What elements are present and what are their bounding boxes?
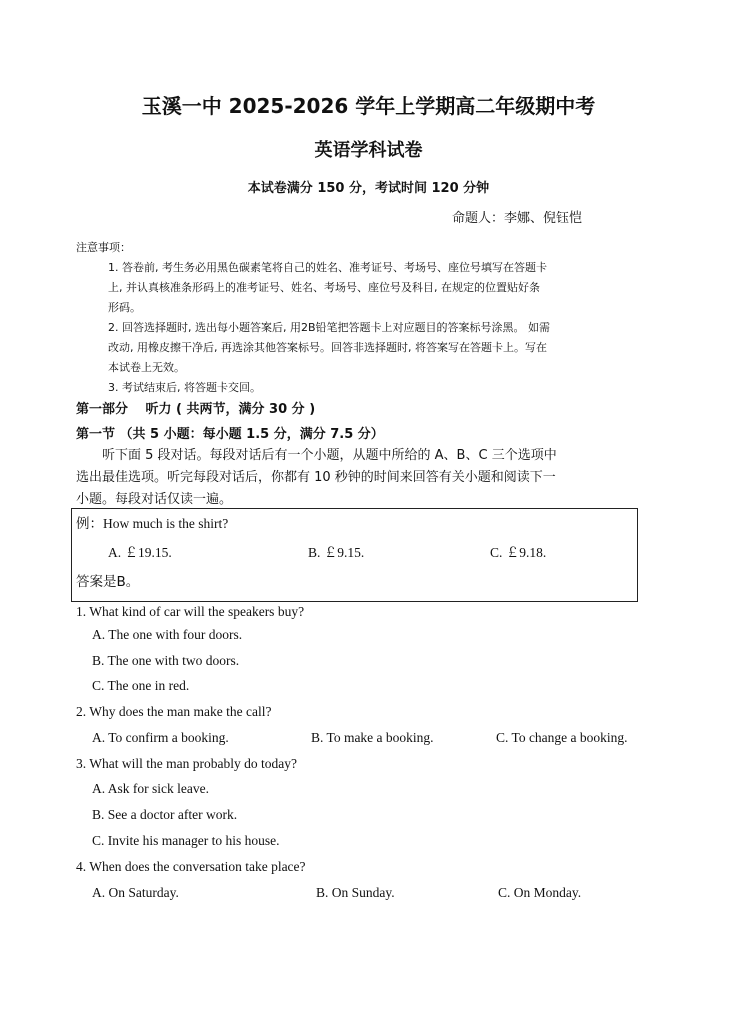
notice-line: 形码。 <box>108 301 141 314</box>
example-option-a: A. ￡19.15. <box>108 545 172 560</box>
notice-line: 2. 回答选择题时, 选出每小题答案后, 用2B铅笔把答题卡上对应题目的答案标号涂黑。 如需 <box>108 321 551 334</box>
example-option-c: C. ￡9.18. <box>490 545 547 560</box>
question-option: C. On Monday. <box>498 885 582 900</box>
question-option: C. The one in red. <box>92 678 190 693</box>
exam-title: 玉溪一中 2025-2026 学年上学期高二年级期中考 <box>141 94 596 118</box>
question-stem: 3. What will the man probably do today? <box>76 756 297 771</box>
part-heading: 第一部分 听力 ( 共两节，满分 30 分 ) <box>76 402 316 417</box>
question-option: B. The one with two doors. <box>92 653 240 668</box>
score-line: 本试卷满分 150 分，考试时间 120 分钟 <box>247 181 490 196</box>
question-option: A. The one with four doors. <box>92 627 243 642</box>
notice-heading: 注意事项： <box>76 241 131 254</box>
question-option: B. See a doctor after work. <box>92 807 238 822</box>
question-stem: 4. When does the conversation take place? <box>76 859 306 874</box>
example-question: 例：How much is the shirt? <box>76 516 229 531</box>
author-line: 命题人：李娜、倪钰恺 <box>452 211 583 226</box>
question-stem: 2. Why does the man make the call? <box>76 704 272 719</box>
notice-line: 上, 并认真核准条形码上的准考证号、姓名、考场号、座位号及科目, 在规定的位置贴好条 <box>108 281 540 294</box>
question-option: A. Ask for sick leave. <box>92 781 209 796</box>
question-stem: 1. What kind of car will the speakers buy? <box>76 604 305 619</box>
exam-subtitle: 英语学科试卷 <box>314 140 423 161</box>
question-option: B. On Sunday. <box>316 885 395 900</box>
example-answer: 答案是B。 <box>76 574 140 590</box>
instruction-line: 听下面 5 段对话。每段对话后有一个小题，从题中所给的 A、B、C 三个选项中 <box>102 448 557 463</box>
instruction-line: 选出最佳选项。听完每段对话后，你都有 10 秒钟的时间来回答有关小题和阅读下一 <box>76 470 556 485</box>
notice-line: 改动, 用橡皮擦干净后, 再选涂其他答案标号。回答非选择题时, 将答案写在答题卡上。写在 <box>108 341 547 354</box>
notice-line: 3. 考试结束后, 将答题卡交回。 <box>108 381 261 394</box>
question-option: C. To change a booking. <box>496 730 628 745</box>
question-option: A. To confirm a booking. <box>92 730 229 745</box>
question-option: B. To make a booking. <box>311 730 434 745</box>
example-option-b: B. ￡9.15. <box>308 545 365 560</box>
notice-line: 1. 答卷前, 考生务必用黑色碳素笔将自己的姓名、准考证号、考场号、座位号填写在答题卡 <box>108 261 547 274</box>
instruction-line: 小题。每段对话仅读一遍。 <box>76 492 233 507</box>
question-option: C. Invite his manager to his house. <box>92 833 280 848</box>
section-heading: 第一节 （共 5 小题：每小题 1.5 分，满分 7.5 分） <box>76 427 384 442</box>
question-option: A. On Saturday. <box>92 885 179 900</box>
notice-line: 本试卷上无效。 <box>108 361 185 374</box>
